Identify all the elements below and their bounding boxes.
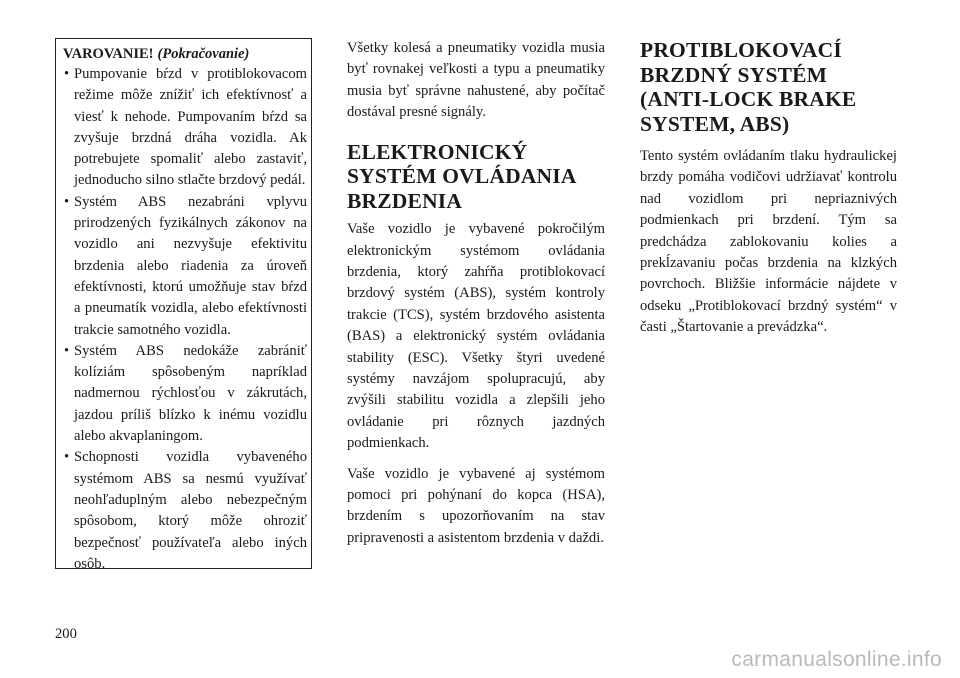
body-paragraph: Vaše vozidlo je vybavené aj systémom pomoci pri pohýnaní do kopca (HSA), brzdením s upozorňovaním na stav pripravenosti a asistentom brzdenia v daždi. [347, 465, 605, 546]
warning-item-text: Schopnosti vozidla vybaveného systémom ABS sa nesmú využívať neohľaduplným alebo nebezpečným spôsobom, ktorý môže ohroziť bezpečnosť používateľa alebo iných osôb. [74, 449, 307, 572]
warning-item [63, 192, 307, 341]
bullet-icon: • [64, 193, 70, 210]
warning-item-text: Systém ABS nedokáže zabrániť kolíziám spôsobeným napríklad nadmernou rýchlosťou v zákrutách, jazdou príliš blízko k inému vozidlu alebo akvaplaningom. [74, 342, 307, 445]
warning-item-text: Systém ABS nezabráni vplyvu prirodzených fyzikálnych zákonov na vozidlo ani nezvyšuje efektivitu brzdenia alebo riadenia za úroveň efektívnosti, ktorú umožňuje stav bŕzd a pneumatík vozidla, alebo efektívnosti trakcie samotného vozidla. [74, 193, 307, 338]
bullet-icon: • [64, 66, 70, 82]
warning-item [63, 64, 307, 192]
warning-continuation: (Pokračovanie) [157, 46, 250, 62]
warning-title [63, 45, 307, 64]
body-paragraph: Vaše vozidlo je vybavené pokročilým elektronickým systémom ovládania brzdenia, ktorý zahŕňa protiblokovací brzdový systém (ABS), systém kontroly trakcie (TCS), systém brzdového asistenta (BAS) a elektronický systém ovládania stability (ESC). Všetky štyri uvedené systémy navzájom spolupracujú, aby zvýšili stabilitu vozidla a zlepšili jeho ovládanie pri rôznych jazdných podmienkach. [347, 221, 605, 452]
section-heading-abs: PROTIBLOKOVACÍ BRZDNÝ SYSTÉM (ANTI-LOCK BRAKE SYSTEM, ABS) [640, 38, 857, 136]
bullet-icon: • [64, 449, 70, 466]
section-heading-electronic-brake-control: ELEKTRONICKÝ SYSTÉM OVLÁDANIA BRZDENIA [347, 139, 576, 213]
body-paragraph: Tento systém ovládaním tlaku hydraulickej brzdy pomáha vodičovi udržiavať kontrolu nad vozidlom pri nepriaznivých podmienkach pri brzdení. Tým sa predchádza zablokovaniu kolies a prekĺzavaniu počas brzdenia na klzkých povrchoch. Bližšie informácie nájdete v odseku „Protiblokovací brzdný systém“ v časti „Štartovanie a prevádzka“. [640, 148, 897, 336]
warning-item [63, 341, 307, 447]
right-column [640, 38, 897, 348]
page-number: 200 [55, 626, 77, 642]
middle-column [347, 38, 605, 558]
warning-box [55, 38, 312, 572]
intro-paragraph: Všetky kolesá a pneumatiky vozidla musia byť rovnakej veľkosti a typu a pneumatiky musia byť správne nahustené, aby počítač dostával presné signály. [347, 40, 605, 121]
watermark: carmanualsonline.info [731, 648, 942, 671]
warning-list [63, 64, 307, 575]
warning-label: VAROVANIE! [63, 46, 154, 62]
warning-item-text: Pumpovanie bŕzd v protiblokovacom režime môže znížiť ich efektívnosť a viesť k nehode. Pumpovaním bŕzd sa zvyšuje brzdná dráha vozidla. Ak potrebujete spomaliť alebo zastaviť, jednoducho silno stlačte brzdový pedál. [74, 66, 307, 189]
warning-item [63, 447, 307, 575]
bullet-icon: • [64, 342, 70, 359]
